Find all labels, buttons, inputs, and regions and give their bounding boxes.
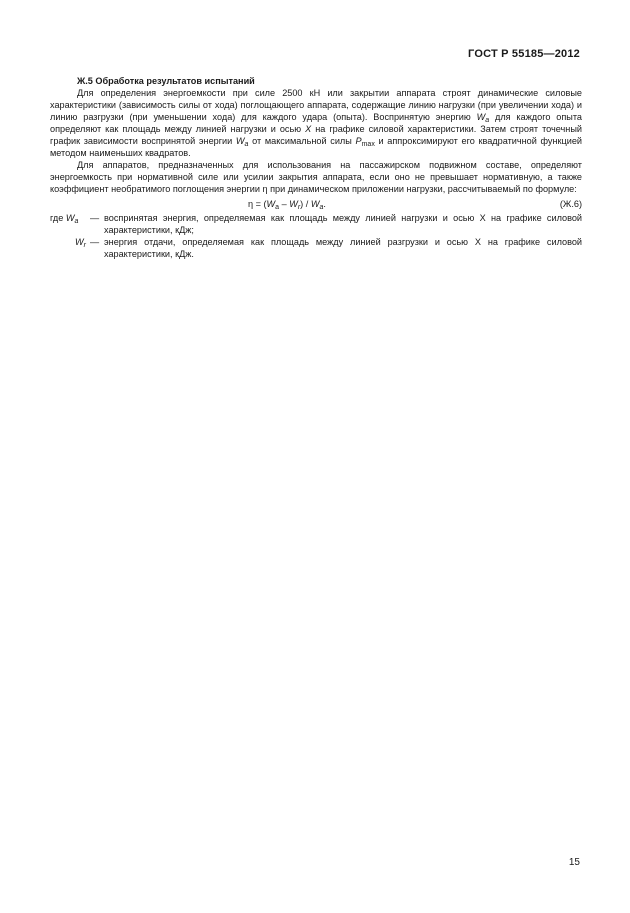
definition-text-wr: энергия отдачи, определяемая как площадь между линией разгрузки и осью X на графике силовой характеристики, кДж. (104, 237, 582, 259)
definition-symbol-wr: $W_r$ (75, 237, 86, 249)
section-content (50, 75, 582, 260)
definition-symbol-wa: где $W_a$ (50, 213, 79, 225)
definition-wr: $W_r$ — энергия отдачи, определяемая как площадь между линией разгрузки и осью X на графике силовой характеристики, кДж. (50, 236, 582, 260)
definitions-list (50, 212, 582, 260)
formula-eta (50, 198, 582, 212)
paragraph-energy-definition: Для определения энергоемкости при силе 2500 кН или закрытии аппарата строят динамические силовые характеристики (зависимость силы от хода) поглощающего аппарата, содержащие линию нагрузки (при увеличении хода) и линию разгрузки (при уменьшении хода) для каждого удара (опыта). Воспринятую энергию $W_a$ для каждого опыта определяют как площадь между линией нагрузки и осью X на графике силовой характеристики. Затем строят точечный график зависимости воспринятой энергии $W_a$ от максимальной силы $P_{max}$ и аппроксимируют его квадратичной функцией методом наименьших квадратов. (50, 88, 582, 158)
formula-number: (Ж.6) (559, 199, 582, 209)
paragraph-passenger-apparatus: Для аппаратов, предназначенных для использования на пассажирском подвижном составе, определяют энергоемкость при нормативной силе или усилии закрытия аппарата, если оно не превышает нормативную, а также коэффициент необратимого поглощения энергии η при динамическом приложении нагрузки, рассчитываемый по формуле: (50, 160, 582, 194)
formula-expression: $\eta = (W_a - W_r) / W_a$. (248, 199, 326, 211)
definition-text-wa: воспринятая энергия, определяемая как площадь между линией нагрузки и осью X на графике силовой характеристики, кДж; (104, 213, 582, 235)
definition-wa: где $W_a$ — воспринятая энергия, определяемая как площадь между линией нагрузки и осью X на графике силовой характеристики, кДж; (50, 213, 582, 235)
section-heading: Ж.5 Обработка результатов испытаний (77, 76, 255, 86)
page-number: 15 (568, 857, 580, 868)
document-code-header: ГОСТ Р 55185—2012 (468, 48, 580, 60)
